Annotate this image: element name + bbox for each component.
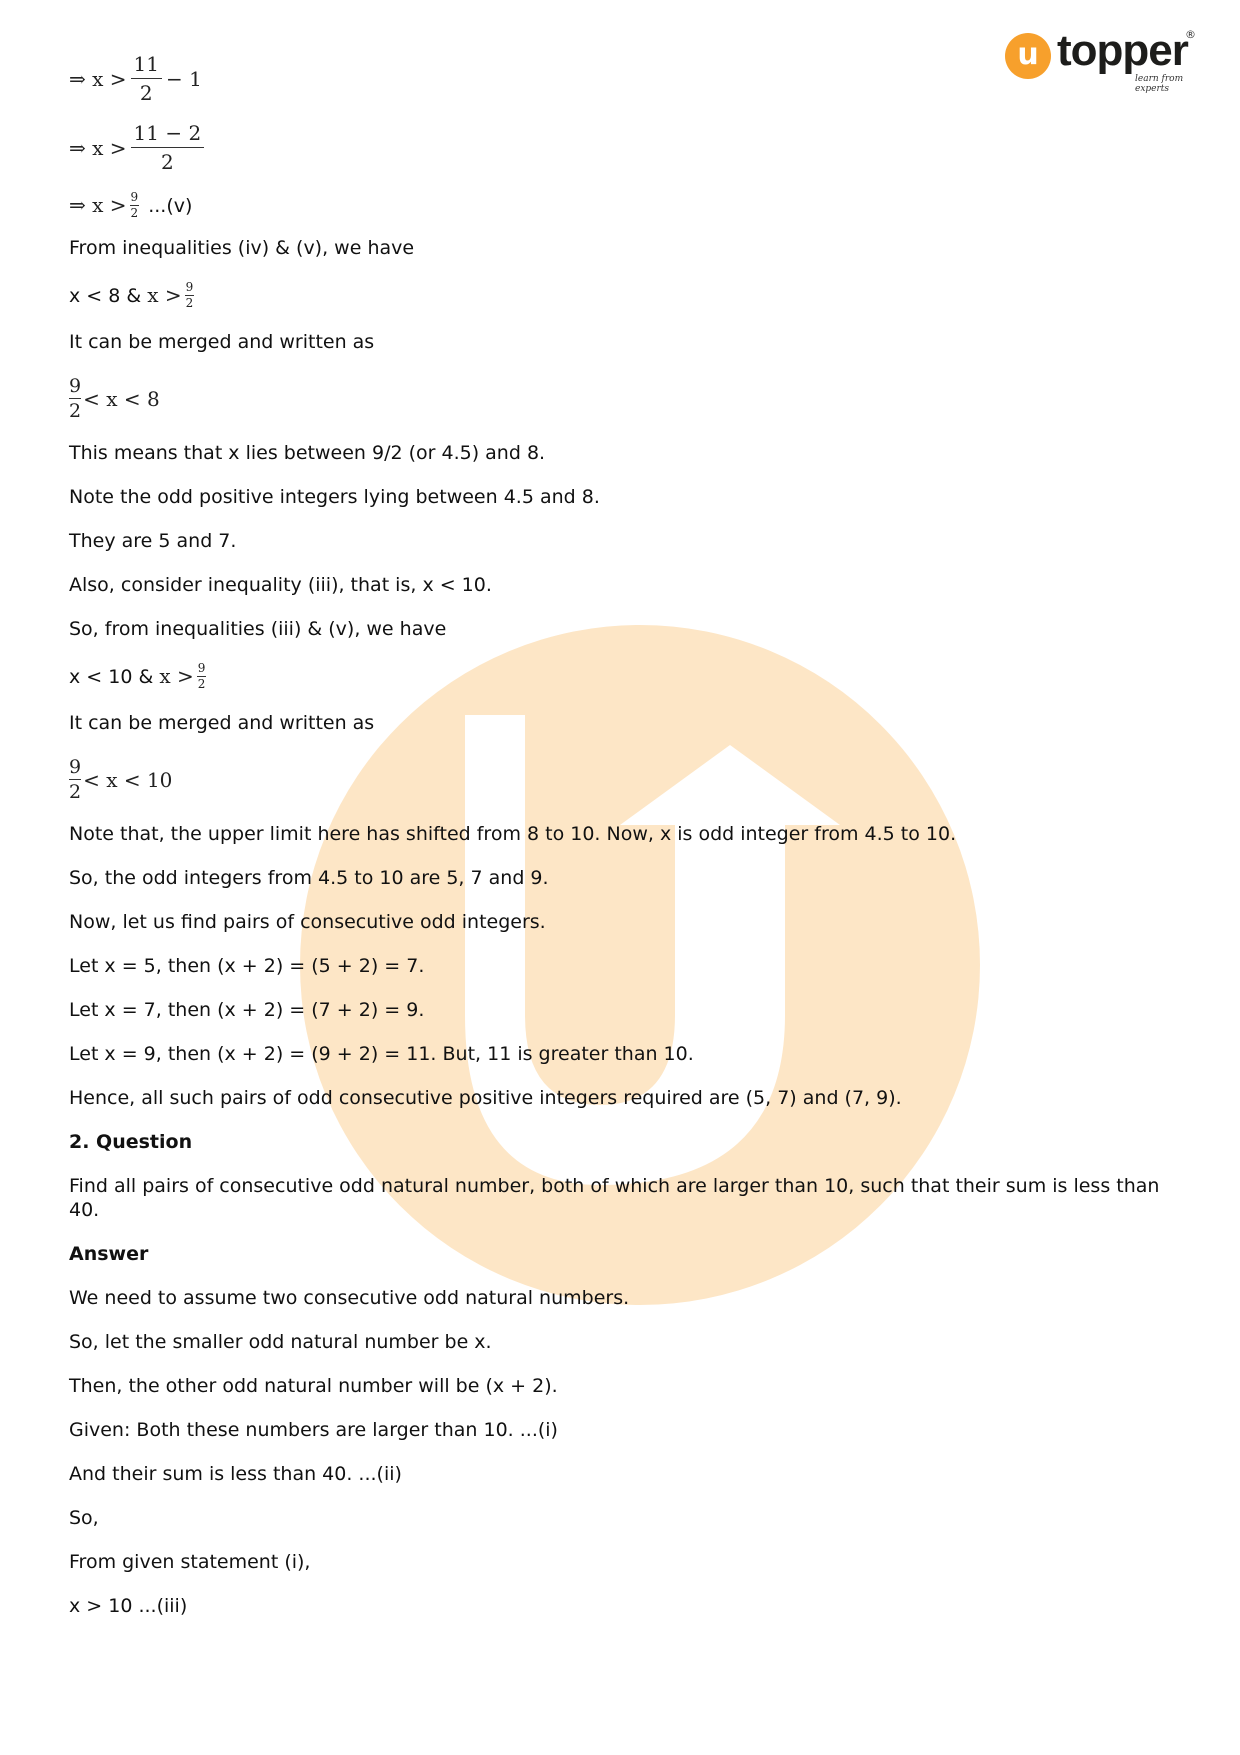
math-prefix: ⇒ x > — [69, 66, 127, 91]
math-prefix: x > — [159, 664, 194, 688]
fraction — [69, 757, 81, 802]
registered-mark: ® — [1185, 28, 1196, 41]
math-rest: < x < 8 — [83, 386, 160, 411]
paragraph: From given statement (i), — [69, 1551, 311, 1573]
fraction — [131, 52, 162, 105]
fraction-numerator: 11 — [131, 52, 162, 79]
fraction-numerator: 9 — [69, 375, 82, 397]
question-text: Find all pairs of consecutive odd natural number, both of which are larger than 10, such that their sum is less than 40. — [69, 1175, 1160, 1221]
fraction-denominator: 2 — [69, 400, 82, 422]
math-prefix: ⇒ x > — [69, 193, 127, 217]
math-prefix: ⇒ x > — [69, 135, 127, 160]
paragraph: From inequalities (iv) & (v), we have — [69, 237, 415, 259]
question-heading: 2. Question — [69, 1131, 193, 1153]
math-prefix: x > — [147, 283, 182, 307]
fraction-numerator: 9 — [197, 661, 206, 675]
math-merged-2 — [69, 755, 1179, 802]
fraction-numerator: 9 — [69, 756, 82, 778]
paragraph: We need to assume two consecutive odd natural numbers. — [69, 1287, 630, 1309]
logo-wordmark: topper — [1057, 26, 1188, 75]
fraction-denominator: 2 — [160, 150, 174, 174]
paragraph: Note that, the upper limit here has shifted from 8 to 10. Now, x is odd integer from 4.5 to 10. — [69, 823, 957, 845]
paragraph: This means that x lies between 9/2 (or 4.5) and 8. — [69, 442, 546, 464]
paragraph: So, let the smaller odd natural number be x. — [69, 1331, 492, 1353]
fraction-denominator: 2 — [69, 781, 82, 803]
fraction-numerator: 11 − 2 — [131, 121, 205, 148]
page-content — [69, 52, 1179, 1618]
answer-heading: Answer — [69, 1243, 149, 1265]
paragraph: Let x = 9, then (x + 2) = (9 + 2) = 11. But, 11 is greater than 10. — [69, 1043, 694, 1065]
math-merged-1 — [69, 374, 1179, 421]
paragraph: Also, consider inequality (iii), that is, x < 10. — [69, 574, 492, 596]
fraction-numerator: 9 — [185, 280, 194, 294]
logo-tagline: learn from experts — [1135, 74, 1184, 94]
math-inequalities-2 — [69, 661, 1179, 691]
paragraph: So, — [69, 1507, 99, 1529]
paragraph: Note the odd positive integers lying between 4.5 and 8. — [69, 486, 600, 508]
paragraph: Then, the other odd natural number will be (x + 2). — [69, 1375, 558, 1397]
math-lead: x < 10 & — [69, 666, 154, 688]
math-suffix: − 1 — [165, 66, 202, 91]
paragraph: It can be merged and written as — [69, 712, 375, 734]
paragraph: Let x = 5, then (x + 2) = (5 + 2) = 7. — [69, 955, 425, 977]
equation-tag: ...(v) — [148, 195, 193, 217]
math-lead: x < 8 & — [69, 285, 142, 307]
paragraph: It can be merged and written as — [69, 331, 375, 353]
fraction-denominator: 2 — [139, 81, 153, 105]
math-rest: < x < 10 — [83, 767, 173, 792]
math-step-2 — [69, 121, 1179, 174]
paragraph: Now, let us find pairs of consecutive odd integers. — [69, 911, 546, 933]
paragraph: They are 5 and 7. — [69, 530, 237, 552]
brand-logo — [1005, 26, 1205, 94]
fraction-denominator: 2 — [130, 206, 139, 220]
math-step-3 — [69, 190, 1179, 220]
paragraph: x > 10 ...(iii) — [69, 1595, 188, 1617]
fraction-denominator: 2 — [185, 296, 194, 310]
fraction — [185, 280, 195, 310]
fraction — [69, 376, 81, 421]
paragraph: Hence, all such pairs of odd consecutive positive integers required are (5, 7) and (7, 9). — [69, 1087, 902, 1109]
fraction — [131, 121, 205, 174]
fraction-numerator: 9 — [130, 190, 139, 204]
paragraph: Given: Both these numbers are larger than 10. ...(i) — [69, 1419, 558, 1441]
paragraph: So, the odd integers from 4.5 to 10 are 5, 7 and 9. — [69, 867, 549, 889]
fraction — [197, 661, 207, 691]
logo-letter: u — [1017, 37, 1039, 72]
fraction-denominator: 2 — [197, 677, 206, 691]
math-inequalities-1 — [69, 280, 1179, 310]
fraction — [130, 190, 140, 220]
paragraph: Let x = 7, then (x + 2) = (7 + 2) = 9. — [69, 999, 425, 1021]
paragraph: So, from inequalities (iii) & (v), we have — [69, 618, 447, 640]
paragraph: And their sum is less than 40. ...(ii) — [69, 1463, 402, 1485]
